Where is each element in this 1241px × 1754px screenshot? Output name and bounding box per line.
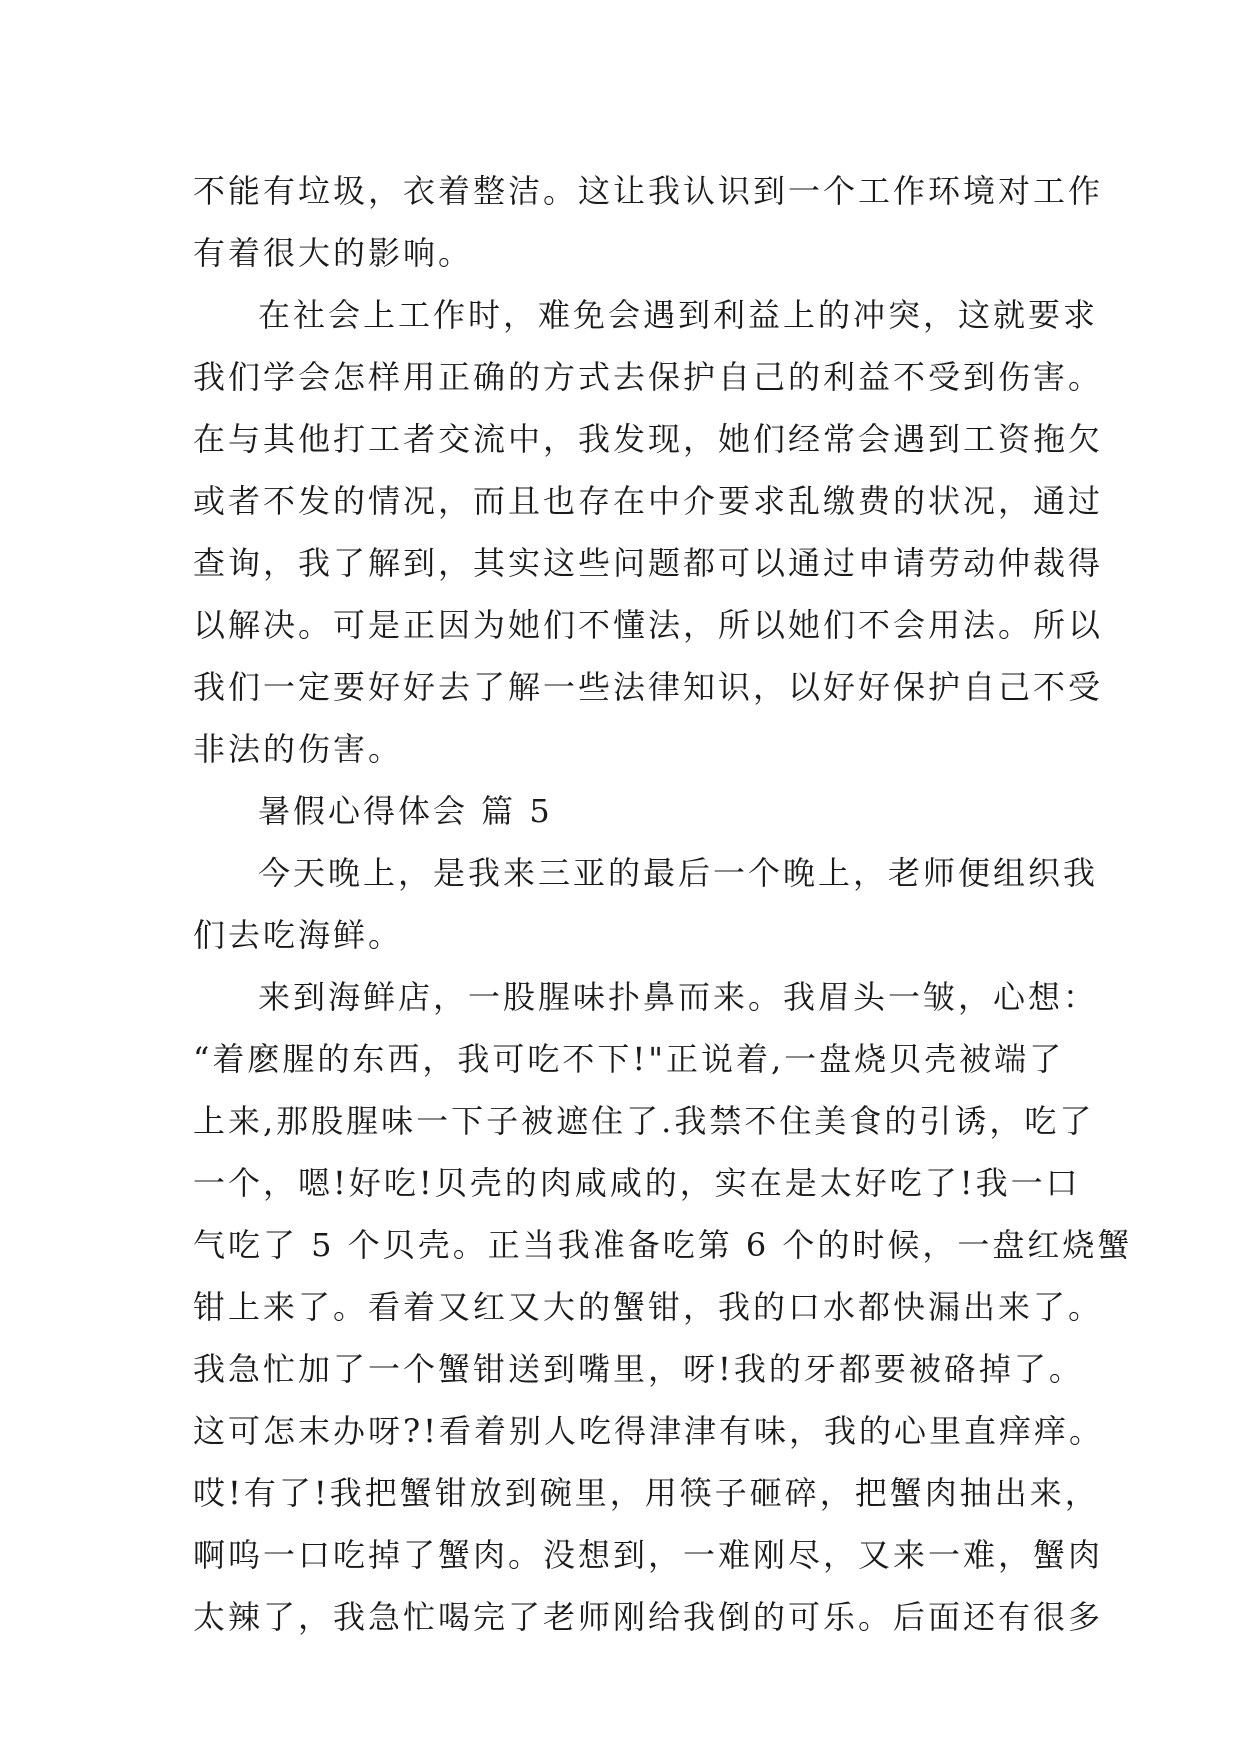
text-line: 我们一定要好好去了解一些法律知识，以好好保护自己不受 <box>193 668 1104 706</box>
text-line: 或者不发的情况，而且也存在中介要求乱缴费的状况，通过 <box>193 482 1104 520</box>
text-line: 我们学会怎样用正确的方式去保护自己的利益不受到伤害。 <box>193 358 1104 396</box>
text-line: 有着很大的影响。 <box>193 234 474 272</box>
text-line: 不能有垃圾，衣着整洁。这让我认识到一个工作环境对工作 <box>193 172 1104 210</box>
text-line: 以解决。可是正因为她们不懂法，所以她们不会用法。所以 <box>193 606 1104 644</box>
text-line: 太辣了，我急忙喝完了老师刚给我倒的可乐。后面还有很多 <box>193 1598 1104 1636</box>
text-line: 在与其他打工者交流中，我发现，她们经常会遇到工资拖欠 <box>193 420 1104 458</box>
text-line: “着麽腥的东西，我可吃不下!"正说着,一盘烧贝壳被端了 <box>193 1040 1065 1078</box>
text-line: 气吃了 5 个贝壳。正当我准备吃第 6 个的时候，一盘红烧蟹 <box>193 1226 1133 1264</box>
text-line: 非法的伤害。 <box>193 730 404 768</box>
text-line: 啊呜一口吃掉了蟹肉。没想到，一难刚尽，又来一难，蟹肉 <box>193 1536 1104 1574</box>
text-line: 们去吃海鲜。 <box>193 916 404 954</box>
text-line: 哎!有了!我把蟹钳放到碗里，用筷子砸碎，把蟹肉抽出来， <box>193 1474 1100 1512</box>
text-line: 一个，嗯!好吃!贝壳的肉咸咸的，实在是太好吃了!我一口 <box>193 1164 1081 1202</box>
text-line: 我急忙加了一个蟹钳送到嘴里，呀!我的牙都要被硌掉了。 <box>193 1350 1084 1388</box>
paragraph-start-line: 今天晚上，是我来三亚的最后一个晚上，老师便组织我 <box>258 854 1099 892</box>
text-line: 查询，我了解到，其实这些问题都可以通过申请劳动仲裁得 <box>193 544 1104 582</box>
paragraph-start-line: 在社会上工作时，难免会遇到利益上的冲突，这就要求 <box>258 296 1099 334</box>
text-line: 这可怎末办呀?!看着别人吃得津津有味，我的心里直痒痒。 <box>193 1412 1105 1450</box>
section-heading: 暑假心得体会 篇 5 <box>258 792 553 830</box>
text-line: 上来,那股腥味一下子被遮住了.我禁不住美食的引诱，吃了 <box>193 1102 1095 1140</box>
document-body <box>193 160 1133 1648</box>
text-line: 钳上来了。看着又红又大的蟹钳，我的口水都快漏出来了。 <box>193 1288 1104 1326</box>
paragraph-start-line: 来到海鲜店，一股腥味扑鼻而来。我眉头一皱，心想： <box>258 978 1099 1016</box>
